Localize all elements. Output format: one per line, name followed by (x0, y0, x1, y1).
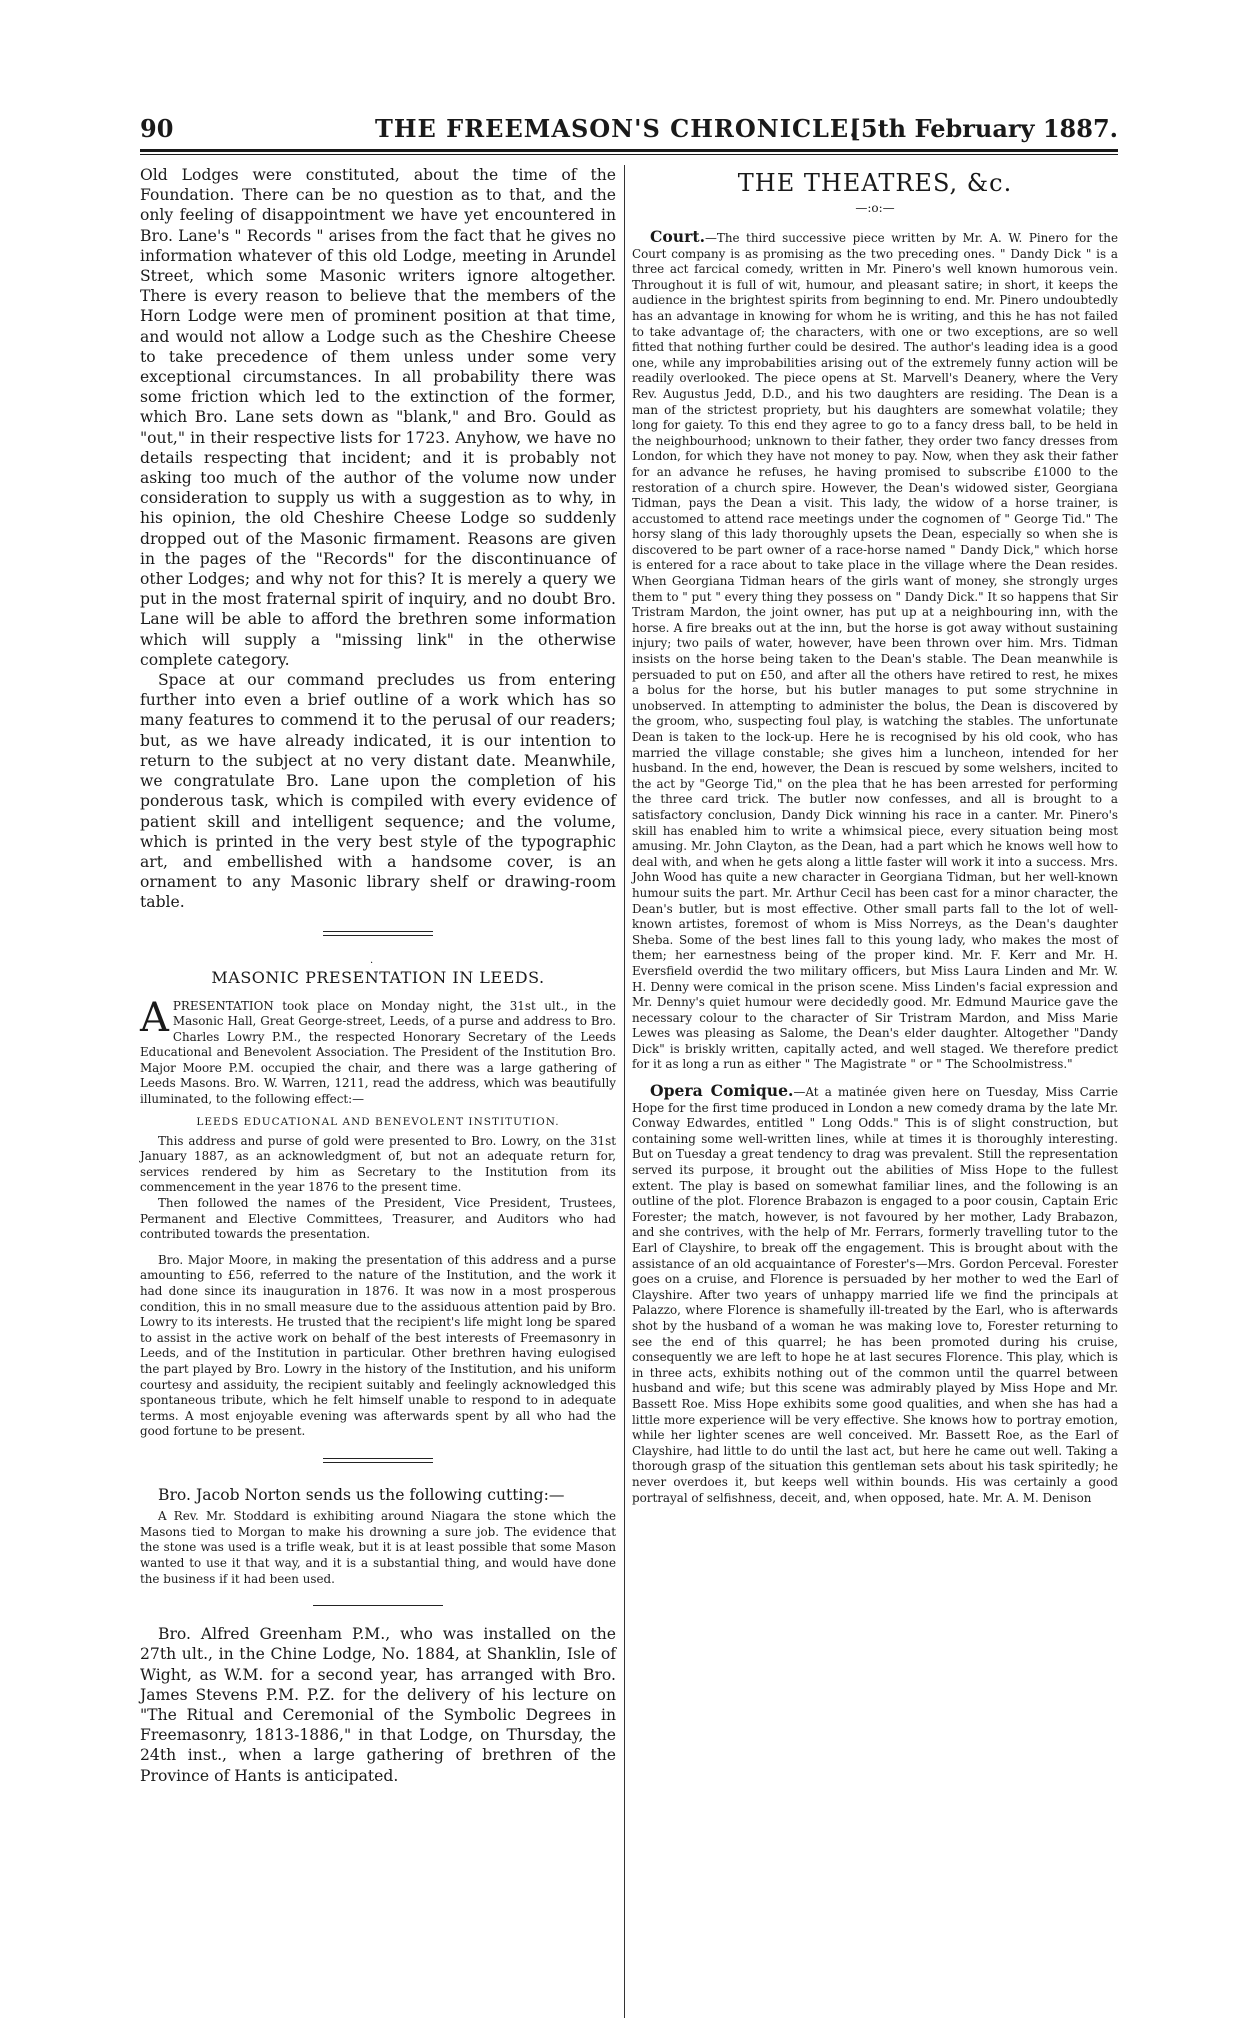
masthead-title: THE FREEMASON'S CHRONICLE. (375, 114, 859, 143)
lodges-paragraph-1: Old Lodges were constituted, about the time of the Foundation. There can be no question as to that, and the only feeling of disappointment we have yet encountered in Bro. Lane's " Records " arises from the fact that he gives no information whatever of this old Lodge, meeting in Arundel Street, which some Masonic writers ignore altogether. There is every reason to believe that the members of the Horn Lodge were men of prominent position at that time, and would not allow a Lodge such as the Cheshire Cheese to take precedence of them unless under some very exceptional circumstances. In all probability there was some friction which led to the extinction of the former, which Bro. Lane sets down as "blank," and Bro. Gould as "out," in their respective lists for 1723. Anyhow, we have no details respecting that incident; and it is probably not asking too much of the author of the volume now under consideration to supply us with a suggestion as to why, in his opinion, the old Cheshire Cheese Lodge so suddenly dropped out of the Masonic firmament. Reasons are given in the pages of the "Records" for the discontinuance of other Lodges; and why not for this? It is merely a query we put in the most fraternal spirit of inquiry, and no doubt Bro. Lane will be able to afford the brethren some information which will supply a "missing link" in the otherwise complete category. (140, 166, 616, 669)
page-header (140, 114, 1118, 150)
opera-text: —At a matinée given here on Tuesday, Miss Carrie Hope for the first time produced in London a new comedy drama by the late Mr. Conway Edwardes, entitled " Long Odds." This is of slight construction, but containing some well-written lines, while at times it is thoroughly interesting. But on Tuesday a great tendency to drag was prevalent. Still the representation served its purpose, it brought out the abilities of Miss Hope to the fullest extent. The play is based on somewhat familiar lines, and the following is an outline of the plot. Florence Brabazon is engaged to a poor cousin, Captain Eric Forester; the match, however, is not favoured by her mother, Lady Brabazon, and she contrives, with the help of Mr. Ferrars, formerly travelling tutor to the Earl of Clayshire, to break off the engagement. This is brought about with the assistance of an old acquaintance of Forester's—Mrs. Gordon Perceval. Forester goes on a cruise, and Florence is persuaded by her mother to wed the Earl of Clayshire. After two years of unhappy married life we find the principals at Palazzo, where Florence is shamefully ill-treated by the Earl, who is afterwards shot by the husband of a woman he was making love to, Forester returning to see the end of this quarrel; he has been promoted during his cruise, consequently we are left to hope he at last secures Florence. This play, which is in three acts, exhibits nothing out of the common until the quarrel between husband and wife; but this scene was admirably played by Miss Hope and Mr. Bassett Roe. Miss Hope exhibits some good qualities, and when she has had a little more experience will be very effective. She knows how to portray emotion, while her lighter scenes are well conceived. Mr. Bassett Roe, as the Earl of Clayshire, had little to do until the last act, but here he came out well. Taking a thorough grasp of the situation this gentleman sets about his task spiritedly; he never overdoes it, but keeps well within bounds. His was certainly a good portrayal of selfishness, deceit, and, when opposed, hate. Mr. A. M. Denison (632, 1085, 1118, 1505)
right-column (632, 165, 1118, 1506)
norton-intro: Bro. Jacob Norton sends us the following cutting:— (158, 1485, 565, 1504)
norton-cutting: A Rev. Mr. Stoddard is exhibiting around Niagara the stone which the Masons tied to Morgan to make his drowning a sure job. The evidence that the stone was used is a trifle weak, but it is at least possible that some Mason wanted to use it that way, and it is a substantial thing, and would have done the business if it had been used. (140, 1509, 616, 1586)
lodges-paragraph-2: Space at our command precludes us from entering further into even a brief outline of a work which has so many features to commend it to the perusal of our readers; but, as we have already indicated, it is our intention to return to the subject at no very distant date. Meanwhile, we congratulate Bro. Lane upon the completion of his ponderous task, which is compiled with every evidence of patient skill and intelligent sequence; and the volume, which is printed in the very best style of the typographic art, and embellished with a handsome cover, is an ornament to any Masonic library shelf or drawing-room table. (140, 671, 616, 912)
court-review (632, 229, 1118, 1073)
leeds-institution-title: LEEDS EDUCATIONAL AND BENEVOLENT INSTITUTION. (196, 1115, 560, 1128)
leeds-paragraph-2: This address and purse of gold were presented to Bro. Lowry, on the 31st January 1887, as an acknowledgment of, but not an adequate return for, services rendered by him as Secretary to the Institution from its commencement in the year 1876 to the present time. (140, 1133, 616, 1195)
left-column (140, 165, 616, 1786)
opera-lead: Opera Comique. (650, 1081, 794, 1101)
opera-comique-review (632, 1083, 1118, 1506)
leeds-paragraph-3: Then followed the names of the President, Vice President, Trustees, Permanent and Elective Committees, Treasurer, and Auditors who had contributed towards the presentation. (140, 1196, 616, 1242)
court-lead: Court. (650, 227, 705, 246)
leeds-paragraph-1: PRESENTATION took place on Monday night, the 31st ult., in the Masonic Hall, Great George-street, Leeds, of a purse and address to Bro. Charles Lowry P.M., the respected Honorary Secretary of the Leeds Educational and Benevolent Association. The President of the Institution Bro. Major Moore P.M. occupied the chair, and there was a large gathering of Leeds Masons. Bro. W. Warren, 1211, read the address, which was beautifully illuminated, to the following effect:— (140, 998, 616, 1107)
leeds-heading: MASONIC PRESENTATION IN LEEDS. (211, 967, 545, 987)
section-double-rule-2 (323, 1458, 433, 1463)
theatres-title: THE THEATRES, &c. (737, 169, 1013, 197)
header-rule-thick (140, 149, 1118, 152)
court-text: —The third successive piece written by Mr. A. W. Pinero for the Court company is as promising as the two preceding ones. " Dandy Dick " is a three act farcical comedy, written in Mr. Pinero's well known humorous vein. Throughout it is full of wit, humour, and pleasant satire; in short, it keeps the audience in the brightest spirits from beginning to end. Mr. Pinero undoubtedly has an advantage in knowing for whom he is writing, and this he has not failed to take advantage of; the characters, with one or two exceptions, are so well fitted that nothing further could be desired. The author's leading idea is a good one, while any improbabilities arising out of the extremely funny action will be readily overlooked. The piece opens at St. Marvell's Deanery, where the Very Rev. Augustus Jedd, D.D., and his two daughters are residing. The Dean is a man of the strictest propriety, but his daughters are somewhat volatile; they long for gaiety. To this end they agree to go to a fancy dress ball, to be held in the neighbourhood; unknown to their father, they order two fancy dresses from London, for which they have not money to pay. Now, when they ask their father for an advance he refuses, he having promised to subscribe £1000 to the restoration of a church spire. However, the Dean's widowed sister, Georgiana Tidman, pays the Dean a visit. This lady, the widow of a horse trainer, is accustomed to attend race meetings under the cognomen of " George Tid." The horsy slang of this lady thoroughly upsets the Dean, especially so when she is discovered to be part owner of a race-horse named " Dandy Dick," which horse is entered for a race about to take place in the village where the Dean resides. When Georgiana Tidman hears of the girls want of money, she strongly urges them to " put " every thing they possess on " Dandy Dick." It so happens that Sir Tristram Mardon, the joint owner, has put up at a neighbouring inn, with the horse. A fire breaks out at the inn, but the horse is got away without sustaining injury; two pails of water, however, have been thrown over him. Mrs. Tidman insists on the horse being taken to the Dean's stable. The Dean meanwhile is persuaded to put on £50, and after all the others have retired to rest, he mixes a bolus for the horse, but his butler manages to put some strychnine in unobserved. In attempting to administer the bolus, the Dean is discovered by the groom, who, suspecting foul play, is watching the stables. The unfortunate Dean is taken to the lock-up. Here he is recognised by his old cook, who has married the village constable; she gives him a luncheon, intended for her husband. In the end, however, the Dean is rescued by some welshers, incited to the act by "George Tid," on the plea that he has been arrested for performing the three card trick. The butler now confesses, and all is brought to a satisfactory conclusion, Dandy Dick winning his race in a canter. Mr. Pinero's skill has enabled him to write a whimsical piece, every situation being most amusing. Mr. John Clayton, as the Dean, had a part which he knows well how to deal with, and when he gets along a little faster will work it into a success. Mrs. John Wood has quite a new character in Georgiana Tidman, but her well-known humour suits the part. Mr. Arthur Cecil has been cast for a minor character, the Dean's butler, but is most effective. Other small parts fall to the lot of well-known artistes, foremost of whom is Miss Norreys, as the Dean's daughter Sheba. Some of the best lines fall to this young lady, who makes the most of them; her earnestness being of the proper kind. Mr. F. Kerr and Mr. H. Eversfield overdid the two military officers, but Miss Laura Linden and Mr. W. H. Denny were comical in the prison scene. Miss Linden's facial expression and Mr. Denny's quiet humour were decidedly good. Mr. Edmund Maurice gave the necessary colour to the character of Sir Tristram Mardon, and Miss Marie Lewes was pleasing as Salome, the Dean's elder daughter. Altogether "Dandy Dick" is briskly written, capitally acted, and well staged. We therefore predict for it as long a run as either " The Magistrate " or " The Schoolmistress." (632, 231, 1118, 1072)
leeds-article (140, 994, 616, 1440)
column-divider (624, 165, 625, 2018)
title-ornament: —:o:— (855, 201, 895, 215)
section-double-rule (323, 931, 433, 936)
page-number: 90 (140, 114, 174, 143)
issue-date: [5th February 1887. (849, 114, 1118, 143)
leeds-paragraph-4: Bro. Major Moore, in making the presentation of this address and a purse amounting to £56, referred to the nature of the Institution, and the work it had done since its inauguration in 1876. It was now in a most prosperous condition, this in no small measure due to the assiduous attention paid by Bro. Lowry to its interests. He trusted that the recipient's life might long be spared to assist in the active work on behalf of the best interests of Freemasonry in Leeds, and of the Institution in particular. Other brethren having eulogised the part played by Bro. Lowry in the history of the Institution, and his uniform courtesy and assiduity, the recipient suitably and feelingly acknowledged this spontaneous tribute, which he felt himself unable to respond to in adequate terms. A most enjoyable evening was afterwards spent by all who had the good fortune to be present. (140, 1252, 616, 1439)
drop-cap: A (140, 994, 169, 1041)
section-rule (313, 1605, 443, 1606)
small-mark: · (370, 957, 374, 969)
greenham-paragraph: Bro. Alfred Greenham P.M., who was installed on the 27th ult., in the Chine Lodge, No. 1884, at Shanklin, Isle of Wight, as W.M. for a second year, has arranged with Bro. James Stevens P.M. P.Z. for the delivery of his lecture on "The Ritual and Ceremonial of the Symbolic Degrees in Freemasonry, 1813-1886," in that Lodge, on Thursday, the 24th inst., when a large gathering of brethren of the Province of Hants is anticipated. (140, 1625, 616, 1785)
header-rule-thin (140, 154, 1118, 155)
